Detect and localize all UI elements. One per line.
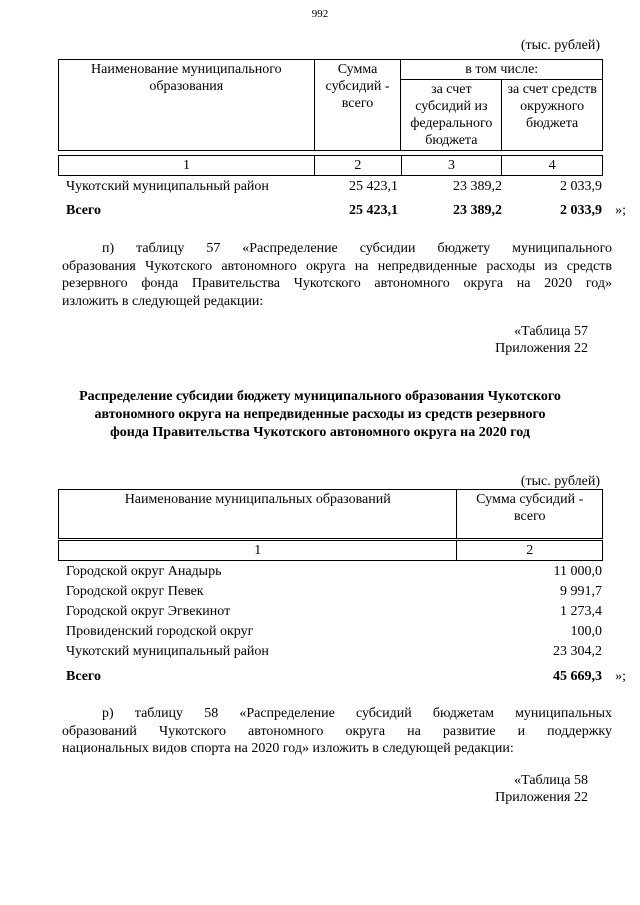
- table57-title: [40, 388, 600, 442]
- paragraph-line: р) таблицу 58 «Распределение субсидий бюджетам муниципальных: [102, 706, 612, 721]
- table2-colnums: [58, 540, 603, 561]
- table1-header-okr: за счет средств окружного бюджета: [502, 80, 603, 151]
- table1-row-okr: 2 033,9: [560, 179, 602, 194]
- table2-row-name: Чукотский муниципальный район: [66, 644, 269, 659]
- table1-row-name: Чукотский муниципальный район: [66, 179, 269, 194]
- table1-header-incl: в том числе:: [401, 60, 603, 80]
- table1-total-name: Всего: [66, 203, 101, 218]
- title-line: фонда Правительства Чукотского автономного округа на 2020 год: [110, 425, 530, 440]
- table2-total-suffix: »;: [615, 669, 626, 684]
- table2-total-sum: 45 669,3: [553, 669, 602, 684]
- table1-colnums: [58, 155, 603, 176]
- table1-colnum: 2: [315, 156, 402, 176]
- table1-total-fed: 23 389,2: [453, 203, 502, 218]
- table1-colnum: 3: [401, 156, 502, 176]
- paragraph-line: образования Чукотского автономного округа на непредвиденные расходы из средств: [62, 258, 612, 274]
- paragraph-line: изложить в следующей редакции:: [62, 293, 264, 309]
- table2-unit: (тыс. рублей): [520, 474, 600, 489]
- table58-ref-line2: Приложения 22: [495, 790, 588, 805]
- table1-unit: (тыс. рублей): [520, 38, 600, 53]
- table2-colnum: 2: [457, 541, 603, 561]
- table2-row-name: Городской округ Эгвекинот: [66, 604, 231, 619]
- page-number: 992: [311, 8, 329, 20]
- table1-total-okr: 2 033,9: [560, 203, 602, 218]
- table57-ref-line1: «Таблица 57: [514, 324, 588, 339]
- table2-row-sum: 11 000,0: [553, 564, 602, 579]
- paragraph-p: [62, 240, 612, 310]
- table57-ref-line2: Приложения 22: [495, 341, 588, 356]
- table2-total-name: Всего: [66, 669, 101, 684]
- table2-row-name: Провиденский городской округ: [66, 624, 254, 639]
- table1-colnum: 4: [502, 156, 603, 176]
- table1-total-sum: 25 423,1: [349, 203, 398, 218]
- table2-row-sum: 23 304,2: [553, 644, 602, 659]
- paragraph-line: п) таблицу 57 «Распределение субсидии бюджету муниципального: [102, 241, 612, 256]
- table2-row-name: Городской округ Певек: [66, 584, 204, 599]
- table1-total-suffix: »;: [615, 203, 626, 218]
- table2-header-sum: Сумма субсидий - всего: [457, 490, 603, 539]
- table2-row-sum: 9 991,7: [560, 584, 602, 599]
- table2-row-sum: 100,0: [570, 624, 602, 639]
- table1-header-fed: за счет субсидий из федерального бюджета: [401, 80, 502, 151]
- paragraph-r: [62, 705, 612, 758]
- table2-header-name: Наименование муниципальных образований: [59, 490, 457, 539]
- table1-header-name: Наименование муниципального образования: [59, 60, 315, 151]
- table2-colnum: 1: [59, 541, 457, 561]
- table2-row-sum: 1 273,4: [560, 604, 602, 619]
- title-line: автономного округа на непредвиденные расходы из средств резервного: [94, 407, 546, 422]
- table2-row-name: Городской округ Анадырь: [66, 564, 222, 579]
- table1-colnum: 1: [59, 156, 315, 176]
- title-line: Распределение субсидии бюджету муниципального образования Чукотского: [79, 389, 561, 404]
- table1-row-fed: 23 389,2: [453, 179, 502, 194]
- table58-reference: [495, 772, 588, 806]
- table1-header-sum: Сумма субсидий - всего: [314, 60, 401, 151]
- table1-header: [58, 59, 603, 151]
- table58-ref-line1: «Таблица 58: [514, 773, 588, 788]
- paragraph-line: национальных видов спорта на 2020 год» изложить в следующей редакции:: [62, 741, 514, 756]
- paragraph-line: образований Чукотского автономного округа на развитие и поддержку: [62, 723, 612, 739]
- table2-header: [58, 489, 603, 539]
- paragraph-line: резервного фонда Правительства Чукотского автономного округа на 2020 год»: [62, 276, 612, 291]
- table57-reference: [495, 323, 588, 357]
- table1-row-sum: 25 423,1: [349, 179, 398, 194]
